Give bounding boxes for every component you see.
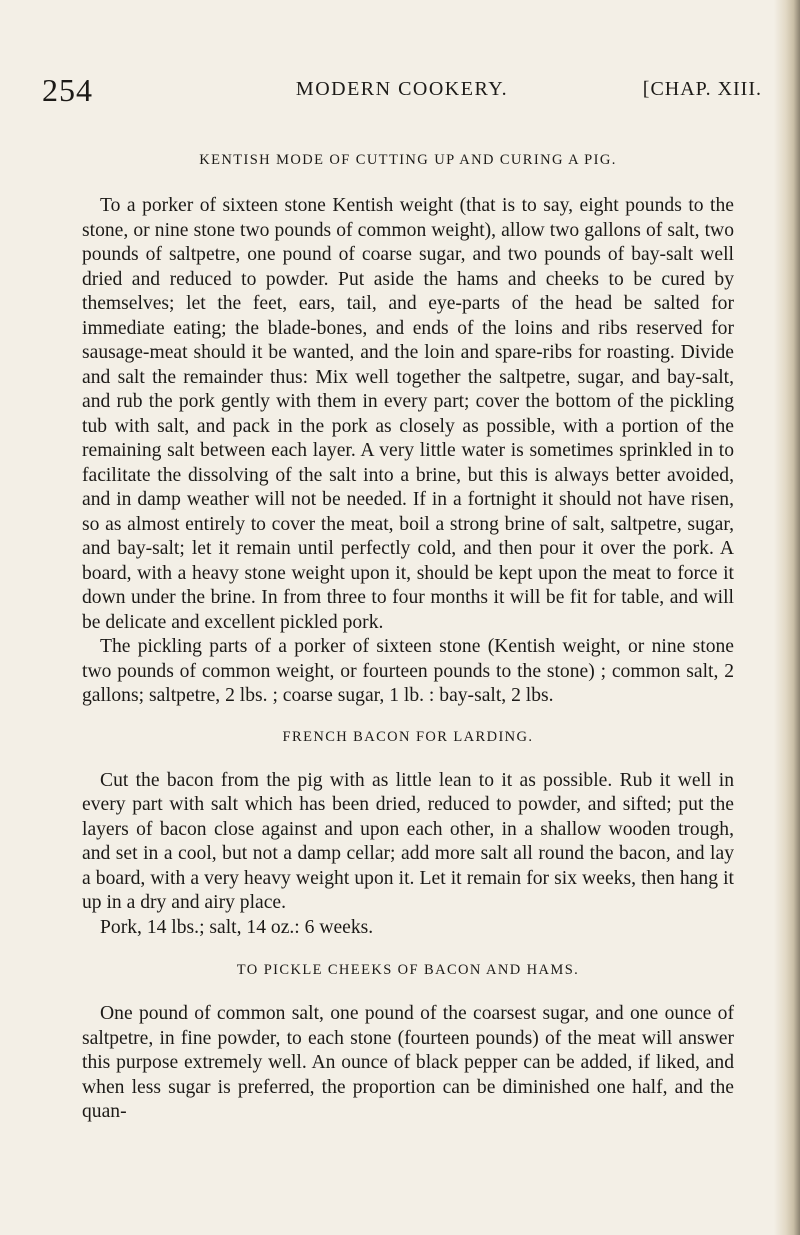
page-number: 254 — [42, 72, 93, 108]
page-edge-shadow — [774, 0, 800, 1235]
section-heading-french-bacon: FRENCH BACON FOR LARDING. — [282, 728, 534, 745]
paragraph-french-bacon-quantities: Pork, 14 lbs.; salt, 14 oz.: 6 weeks. — [100, 916, 374, 938]
running-head — [42, 70, 762, 110]
section-heading-kentish: KENTISH MODE OF CUTTING UP AND CURING A PIG. — [199, 152, 617, 168]
body-text — [82, 150, 734, 1125]
running-title: MODERN COOKERY. — [295, 78, 509, 100]
section-heading-pickle-cheeks: TO PICKLE CHEEKS OF BACON AND HAMS. — [236, 962, 580, 978]
paragraph-kentish-quantities: The pickling parts of a porker of sixteen stone (Kentish weight, or nine stone two pounds of common weight, or fourteen pounds to the stone) ; common salt, 2 gallons; saltpetre, 2 lbs. ; coarse sugar, 1 lb. : bay-salt, 2 lbs. — [82, 636, 734, 706]
paragraph-french-bacon-method: Cut the bacon from the pig with as little lean to it as possible. Rub it well in every part with salt which has been dried, reduced to powder, and sifted; put the layers of bacon close against and upon each other, in a shallow wooden trough, and set in a cool, but not a damp cellar; add more salt all round the bacon, and lay a board, with a very heavy weight upon it. Let it remain for six weeks, then hang it up in a dry and airy place. — [82, 769, 734, 913]
paragraph-kentish-method: To a porker of sixteen stone Kentish weight (that is to say, eight pounds to the stone, or nine stone two pounds of common weight), allow two gallons of salt, two pounds of saltpetre, one pound of coarse sugar, and two pounds of bay-salt well dried and reduced to powder. Put aside the hams and cheeks to be cured by themselves; let the feet, ears, tail, and eye-parts of the head be salted for immediate eating; the blade-bones, and ends of the loins and ribs reserved for sausage-meat should it be wanted, and the loin and spare-ribs for roasting. Divide and salt the remainder thus: Mix well together the saltpetre, sugar, and bay-salt, and rub the pork gently with them in every part; cover the bottom of the pickling tub with salt, and pack in the pork as closely as possible, with a portion of the remaining salt between each layer. A very little water is sometimes sprinkled in to facilitate the dissolving of the salt into a brine, but this is always better avoided, and in damp weather will not be needed. If in a fortnight it should not have risen, so as almost entirely to cover the meat, boil a strong brine of salt, saltpetre, sugar, and bay-salt; let it remain until perfectly cold, and then pour it over the pork. A board, with a heavy stone weight upon it, should be kept upon the meat to force it down under the brine. In from three to four months it will be fit for table, and will be delicate and excellent pickled pork. — [82, 195, 734, 633]
chapter-reference: [CHAP. XIII. — [642, 78, 762, 100]
paragraph-pickle-cheeks: One pound of common salt, one pound of the coarsest sugar, and one ounce of saltpetre, in fine powder, to each stone (fourteen pounds) of the meat will answer this purpose extremely well. An ounce of black pepper can be added, if liked, and when less sugar is preferred, the proportion can be diminished one half, and the quan- — [82, 1003, 734, 1122]
